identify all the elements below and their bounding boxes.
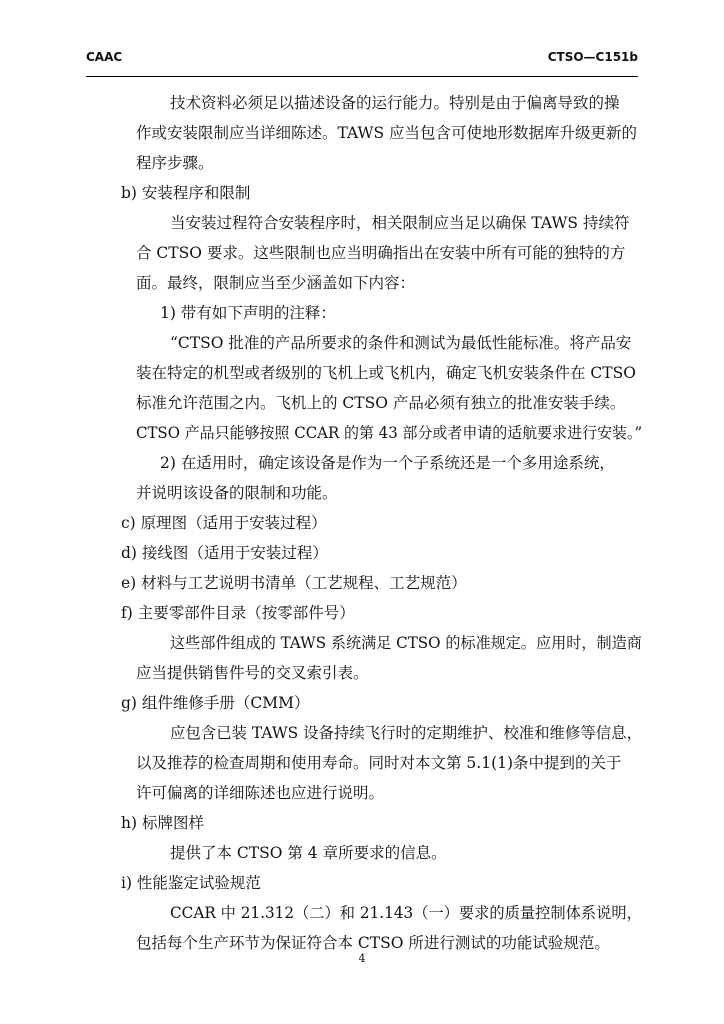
header-doc-id: CTSO—C151b	[547, 50, 638, 64]
section-heading: c) 原理图（适用于安装过程）	[121, 514, 327, 532]
section-heading: b) 安装程序和限制	[121, 184, 251, 202]
text-line: 当安装过程符合安装程序时，相关限制应当足以确保 TAWS 持续符	[170, 214, 630, 232]
section-heading: e) 材料与工艺说明书清单（工艺规程、工艺规范）	[121, 574, 467, 592]
text-line: 程序步骤。	[136, 154, 214, 172]
section-heading: f) 主要零部件目录（按零部件号）	[121, 604, 355, 622]
page-header	[86, 46, 638, 77]
text-line: 这些部件组成的 TAWS 系统满足 CTSO 的标准规定。应用时，制造商	[170, 634, 642, 652]
section-heading: i) 性能鉴定试验规范	[121, 874, 261, 892]
text-line: CTSO 产品只能够按照 CCAR 的第 43 部分或者申请的适航要求进行安装。”	[136, 424, 643, 442]
text-line: 提供了本 CTSO 第 4 章所要求的信息。	[170, 844, 447, 862]
text-line: 并说明该设备的限制和功能。	[136, 484, 338, 502]
text-line: 作或安装限制应当详细陈述。TAWS 应当包含可使地形数据库升级更新的	[136, 124, 638, 142]
text-line: 面。最终，限制应当至少涵盖如下内容：	[136, 274, 416, 292]
text-line: 以及推荐的检查周期和使用寿命。同时对本文第 5.1(1)条中提到的关于	[136, 754, 622, 772]
text-line: 标准允许范围之内。飞机上的 CTSO 产品必须有独立的批准安装手续。	[136, 394, 626, 412]
text-line: 包括每个生产环节为保证符合本 CTSO 所进行测试的功能试验规范。	[136, 934, 610, 952]
text-line: 应当提供销售件号的交叉索引表。	[136, 664, 369, 682]
list-item: 1) 带有如下声明的注释：	[160, 304, 336, 322]
section-heading: d) 接线图（适用于安装过程）	[121, 544, 328, 562]
page-number: 4	[358, 952, 366, 965]
text-line: 技术资料必须足以描述设备的运行能力。特别是由于偏离导致的操	[170, 94, 620, 112]
header-org: CAAC	[86, 50, 123, 64]
list-item: 2) 在适用时，确定该设备是作为一个子系统还是一个多用途系统，	[160, 454, 615, 472]
text-line: 许可偏离的详细陈述也应进行说明。	[136, 784, 385, 802]
text-line: 应包含已装 TAWS 设备持续飞行时的定期维护、校准和维修等信息，	[170, 724, 642, 742]
text-line: 合 CTSO 要求。这些限制也应当明确指出在安装中所有可能的独特的方	[136, 244, 626, 262]
section-heading: g) 组件维修手册（CMM）	[121, 694, 310, 712]
text-line: “CTSO 批准的产品所要求的条件和测试为最低性能标准。将产品安	[170, 334, 632, 352]
text-line: CCAR 中 21.312（二）和 21.143（一）要求的质量控制体系说明，	[170, 904, 642, 922]
section-heading: h) 标牌图样	[121, 814, 204, 832]
text-line: 装在特定的机型或者级别的飞机上或飞机内，确定飞机安装条件在 CTSO	[136, 364, 636, 382]
